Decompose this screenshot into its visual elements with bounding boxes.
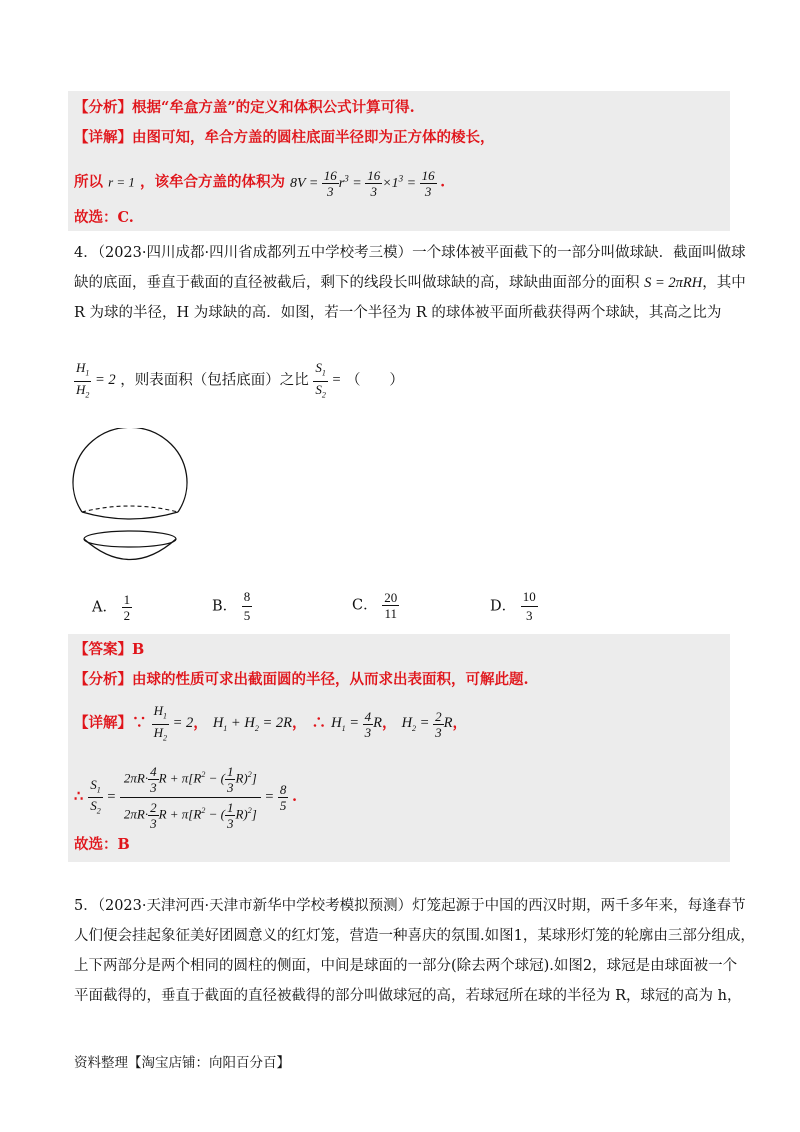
q4-source: （2023·四川成都·四川省成都列五中学校考三模） <box>97 245 413 261</box>
q4-stem-1: 一个球体被平面截下的一部分叫做球缺．截面叫做球 <box>412 245 746 261</box>
q5-number: 5． <box>74 898 98 914</box>
eq-h-sum: $H_1 + H_2 = 2R$ <box>212 715 292 734</box>
option-c[interactable] <box>352 590 399 621</box>
eq-h1: $H_1$ = $\frac{4}{3}$ R <box>331 708 382 740</box>
volume-formula: 8V = $\frac{16}{3}$ $r^3$ = $\frac{16}{3}$ $\times 1^3$ = $\frac{16}{3}$ <box>290 168 435 199</box>
option-d-value: $\frac{10}{3}$ <box>522 589 536 623</box>
analysis-line-2 <box>74 670 529 690</box>
sphere-cap-figure <box>70 428 190 578</box>
q5-text-2: 人们便会挂起象征美好团圆意义的红灯笼，营造一种喜庆的氛围.如图1，某球形灯笼的轮廓由三部分组成， <box>74 928 755 944</box>
q4-number: 4． <box>74 245 98 261</box>
q5-line-1 <box>74 896 746 916</box>
period: . <box>440 173 446 191</box>
q5-line-2 <box>74 926 755 946</box>
option-d-label: D． <box>490 598 517 615</box>
analysis-line-1 <box>74 98 415 118</box>
detail-tag-2: 【详解】 <box>74 714 132 732</box>
analysis-tag-2: 【分析】 <box>74 671 132 688</box>
q4-stem-2a: 缺的底面，垂直于截面的直径被截后，剩下的线段长叫做球缺的高，球缺曲面部分的面积 <box>74 275 640 291</box>
analysis-text: 根据“牟盒方盖”的定义和体积公式计算可得. <box>132 99 415 116</box>
option-c-value: $\frac{20}{11}$ <box>384 590 398 621</box>
area-ratio: $\frac{S_1}{S_2}$ = <box>315 360 342 400</box>
detail-text: 由图可知，牟合方盖的圆柱底面半径即为正方体的棱长， <box>132 129 495 146</box>
answer-value: B <box>132 641 145 658</box>
analysis-tag: 【分析】 <box>74 99 132 116</box>
detail-line-2: 【详解】∵ $\frac{H_1}{H_2}$ = 2， $H_1 + H_2 = 2R$， ∴ $H_1$ = $\frac{4}{3}$ R， $H_2$ = $\frac{2}{3}$ R， <box>74 703 467 743</box>
option-a-value: $\frac{1}{2}$ <box>123 592 131 623</box>
q4-stem-4: ，则表面积（包括底面）之比 <box>120 372 309 389</box>
option-a-label: A． <box>92 599 117 616</box>
q5-text-4: 平面截得的，垂直于截面的直径被截得的部分叫做球冠的高，若球冠所在球的半径为 R，球冠的高为 h， <box>74 988 742 1004</box>
option-a[interactable] <box>92 592 132 623</box>
q4-line-2 <box>74 273 746 293</box>
volume-line <box>74 168 445 199</box>
q5-text-1: 灯笼起源于中国的西汉时期，两千多年来，每逢春节 <box>412 898 746 914</box>
so-prefix: 所以 <box>74 173 103 191</box>
detail-tag: 【详解】 <box>74 129 132 146</box>
option-d[interactable] <box>490 588 538 625</box>
q4-stem-3: R 为球的半径，H 为球缺的高．如图，若一个半径为 R 的球体被平面所截获得两个球缺，其高之比为 <box>74 305 722 321</box>
because-symbol: ∵ <box>132 714 147 732</box>
choice-line-2 <box>74 835 130 855</box>
q5-line-3 <box>74 956 737 976</box>
answer-line <box>74 640 144 660</box>
big-fraction: $\frac{S_1}{S_2}$ = 2πR· $\frac{4}{3}$ $R + \pi[R^2$ − ( $\frac{1}{3}$ R)$^2$] 2πR· $\frac{2}{3}$ $R + \pi[R^2$ − ( $\frac{1}{3}$ R)$^2$] = $\frac{8}{5}$ <box>90 764 287 832</box>
analysis-text-2: 由球的性质可求出截面圆的半径，从而求出表面积，可解此题. <box>132 671 529 688</box>
therefore-symbol: ∴ <box>311 714 327 732</box>
q5-source: （2023·天津河西·天津市新华中学校考模拟预测） <box>97 898 413 914</box>
option-b-label: B． <box>212 598 238 615</box>
detail-line-1 <box>74 128 495 148</box>
q4-line-1 <box>74 243 746 263</box>
q4-stem-2b: ，其中 <box>702 275 746 291</box>
answer-tag: 【答案】 <box>74 641 132 658</box>
option-b[interactable] <box>212 588 252 625</box>
choice-line-1 <box>74 208 134 228</box>
height-ratio: $\frac{H_1}{H_2}$ = 2 <box>76 360 116 400</box>
q4-line-3 <box>74 303 721 323</box>
r-equation: r = 1 <box>108 174 135 190</box>
q5-text-3: 上下两部分是两个相同的圆柱的侧面，中间是球面的一部分(除去两个球冠).如图2，球冠是由球面被一个 <box>74 958 738 974</box>
answer-paren: （ ） <box>345 372 404 389</box>
eq-h-ratio: $\frac{H_1}{H_2}$ = 2 <box>153 703 194 743</box>
so-mid: ，该牟合方盖的体积为 <box>139 173 285 191</box>
final-ratio-line: ∴ $\frac{S_1}{S_2}$ = 2πR· $\frac{4}{3}$ $R + \pi[R^2$ − ( $\frac{1}{3}$ R)$^2$] 2πR· $\frac{2}{3}$ $R + \pi[R^2$ − ( $\frac{1}{3}$ R)$^2$] = $\frac{8}{5}$ . <box>74 764 298 832</box>
choice-text: 故选：C. <box>74 209 134 226</box>
area-formula: S = 2πRH <box>644 275 703 291</box>
eq-h2: $H_2$ = $\frac{2}{3}$ R <box>401 708 453 740</box>
therefore-symbol-2: ∴ <box>74 788 84 805</box>
q5-line-4 <box>74 986 741 1006</box>
option-b-value: $\frac{8}{5}$ <box>243 589 251 623</box>
choice-text-2: 故选：B <box>74 836 130 853</box>
option-c-label: C． <box>352 597 378 614</box>
q4-line-4 <box>74 360 404 402</box>
page-footer: 资料整理【淘宝店铺：向阳百分百】 <box>74 1055 290 1071</box>
